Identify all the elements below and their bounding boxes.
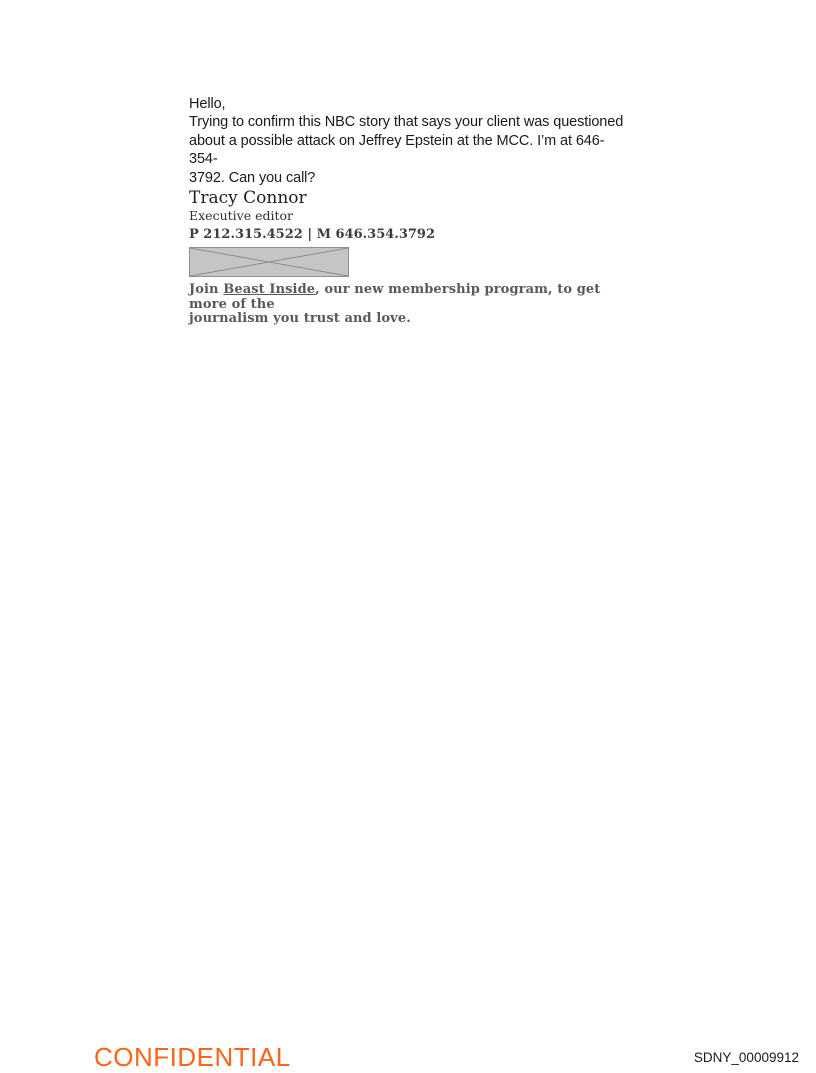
broken-image-x-icon — [190, 248, 348, 276]
signature-name: Tracy Connor — [189, 188, 307, 209]
signature-phone-line: P 212.315.4522 | M 646.354.3792 — [189, 227, 436, 243]
broken-image-placeholder — [189, 247, 349, 277]
promo-join-text: Join — [189, 282, 224, 298]
email-body-line: about a possible attack on Jeffrey Epstein at the MCC. I’m at 646-354- — [189, 132, 605, 168]
bates-number: SDNY_00009912 — [693, 1050, 799, 1065]
promo-text — [189, 283, 629, 327]
beast-inside-link[interactable]: Beast Inside — [223, 282, 316, 298]
email-body-line: Trying to confirm this NBC story that says your client was questioned — [189, 114, 624, 131]
signature-title: Executive editor — [189, 208, 293, 224]
email-greeting: Hello, — [189, 96, 226, 112]
email-body-block — [189, 95, 629, 327]
promo-line2: journalism you trust and love. — [189, 311, 411, 327]
email-body-line: 3792. Can you call? — [189, 169, 316, 186]
promo-rest-line1: , our new membership program, to get more of the — [189, 282, 601, 312]
confidential-stamp: CONFIDENTIAL — [94, 1042, 291, 1072]
